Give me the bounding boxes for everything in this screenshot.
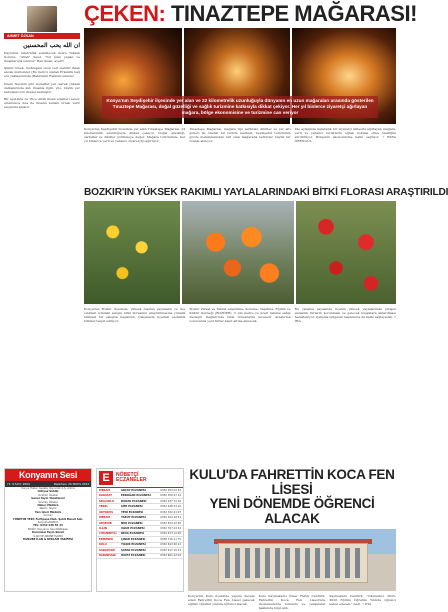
column-paragraph: Şükür örnek, muhteşem onun veri olabilir ihsan ancak muhsinler (Bu iletici) olarak Erkeklik bağ söz yaklaşımında (Bahrimim Rabbini sınırsız. bbox=[4, 66, 80, 79]
pharmacy-title-line: NÖBETÇİ bbox=[116, 471, 139, 478]
cave-article bbox=[84, 1, 417, 177]
imprint-lines bbox=[5, 487, 91, 542]
newspaper-imprint bbox=[4, 468, 92, 592]
imprint-line: YÖNETİM YERİ: Feritpaşa Mah. Şehit Mesut Sok. bbox=[12, 517, 84, 521]
flower-photo bbox=[84, 201, 180, 304]
pharmacy-district: KARATAY bbox=[99, 494, 113, 498]
pharmacy-name: YILDIZ ECZANESİ bbox=[121, 543, 146, 547]
pharmacy-name: ŞAFAK ECZANESİ bbox=[121, 548, 146, 552]
cave-headline bbox=[84, 1, 417, 26]
pharmacy-name: HAYAT ECZANESİ bbox=[121, 554, 146, 558]
pharmacy-header bbox=[97, 469, 183, 488]
imprint-line: Haber Müdürü bbox=[37, 504, 59, 508]
columnist-section bbox=[4, 6, 80, 460]
column-title: ان الله يحب المحسنين bbox=[23, 42, 80, 49]
pharmacy-name: YAKUT ECZANESİ bbox=[121, 516, 146, 520]
school-building bbox=[218, 543, 368, 583]
pharmacy-district: TEKEL bbox=[99, 505, 108, 509]
flora-body bbox=[84, 307, 396, 353]
article-column: Konya'nın Kulu ilçesinde yapımı devam eden Fahrettin Koca Fen Lisesi gelecek eğitim öğretim yılında öğrenci alacak. bbox=[188, 594, 255, 607]
pharmacy-district: MERAM bbox=[99, 488, 110, 492]
pharmacy-district: ERMENEK bbox=[99, 537, 114, 541]
pharmacy-district: AKYOKUŞ bbox=[99, 510, 113, 514]
pharmacy-district: SARAYÖNÜ bbox=[99, 548, 115, 552]
article-column: Bozkır Ziraat ve Tabiat Araştırma, Koruma, Yaşatma, Eğitim ve Kültür Derneği (BOZDER), 5 bin metre ve üzeri rakıma sahip Dedegöl Dağları'nda bitki örneklerini inceledi. Araştırma sonucunda yeni türler kayıt altına alınacak. bbox=[189, 307, 291, 324]
article-column: Yaz aylarında kalabalık bir ziyaretçi kitlesini ağırlayan mağara, yerli ve yabancı turistlerin uğrak noktası olma özelliğini sürdürüyor. Bölgenin ekonomisine katkı sağlıyor. • ESRA ÖRENGÜL bbox=[294, 127, 396, 144]
pharmacy-district: MERAM bbox=[99, 516, 110, 520]
flora-article bbox=[84, 187, 448, 353]
pharmacy-tel: 0332 767 24 54 bbox=[160, 526, 181, 530]
pharmacy-name: AKÇAY ECZANESİ bbox=[121, 488, 146, 492]
article-column: Konya'nın Bozkır ilçesinde, yüksek rakımlı yaylaların ve ilçe sınırları içindeki zengin bitki florasının araştırılmasına yönelik bilimsel bir çalışma başlatıldı. Çalışmada ilçedeki endemik bitkiler tespit ediliyor. bbox=[84, 307, 186, 324]
article-column: Kulu Kaymakamı Ömer Faruk Cantürk, Fahrettin Koca Fen Lisesi'nde incelemelerde bulundu ve çalışmalar hakkında bilgi aldı. bbox=[258, 594, 326, 611]
cave-photos bbox=[84, 28, 396, 124]
flower-photo bbox=[296, 201, 396, 304]
school-article bbox=[188, 468, 396, 612]
author-name: AHMET ÖZKAN bbox=[4, 33, 80, 39]
imprint-line: Genel Yayın Yönetmeni bbox=[31, 497, 65, 501]
imprint-line: Ali Kılıç bbox=[43, 514, 53, 518]
pharmacy-name: ÇINAR ECZANESİ bbox=[121, 537, 146, 541]
pharmacy-tel: 0332 324 18 31 bbox=[160, 516, 181, 520]
imprint-line: Kurumsal Yayın Süreli bbox=[32, 531, 64, 535]
pharmacy-tel: 0332 673 12 08 bbox=[160, 532, 181, 536]
pharmacy-name: NUR ECZANESİ bbox=[121, 521, 143, 525]
school-headline-line: YENİ DÖNEMDE ÖĞRENCİ ALACAK bbox=[209, 496, 375, 526]
school-photo bbox=[188, 529, 396, 591]
article-column: Bu çalışma sayesinde ilçenin yüksek yaylalarında yetişen endemik türlerin korunması ve gelecek kuşaklara aktarılması hedefleniyor. Çalışma bölgenin tanıtımına da katkı sağlayacak. • İHA bbox=[294, 307, 396, 324]
pharmacy-tel: 0332 617 10 33 bbox=[160, 548, 181, 552]
flora-headline: BOZKIR'IN YÜKSEK RAKIMLI YAYLALARINDAKİ BİTKİ FLORASI ARAŞTIRILDI bbox=[84, 187, 448, 198]
pharmacy-logo: E bbox=[99, 471, 113, 485]
pharmacy-district: SELÇUKLU bbox=[99, 499, 114, 503]
imprint-line: Nesrin Akyüz bbox=[39, 507, 57, 511]
pharmacy-title bbox=[116, 473, 147, 484]
headline-red-part: ÇEKEN: bbox=[84, 1, 171, 26]
pharmacy-tel: 0338 716 11 75 bbox=[160, 537, 181, 541]
pharmacy-tel: 0332 661 22 04 bbox=[160, 554, 181, 558]
cave-caption: Konya'nın Seydişehir ilçesinde yer alan ve 22 kilometrelik uzunluğuyla dünyanın en uzun mağaraları arasında gösterilen Tınaztepe Mağarası, doğal güzelliği ve sağlık turizmine katkısıyla dikkat çekiyor. Her yıl binlerce ziyaretçi ağırlayan mağara, bölge ekonomisine ve turizmine can veriyor bbox=[102, 96, 378, 118]
imprint-line: Yazı İşleri Müdürü bbox=[34, 510, 62, 514]
flower-photo bbox=[182, 201, 294, 304]
pharmacy-name: ERDOĞAN ECZANESİ bbox=[121, 494, 151, 498]
pharmacy-name: DEVA ECZANESİ bbox=[121, 532, 145, 536]
imprint-line: TEL: 0332 238 55 44 bbox=[33, 524, 63, 528]
pharmacy-district: CİHANBEYLİ bbox=[99, 532, 117, 536]
pharmacy-tel: 0332 248 33 10 bbox=[160, 505, 181, 509]
column-paragraph: Kaybımız Allah'ülük edebilecek üzere Yüksek Sorunu, "Allah" Sevd. "Sır işler yapan ve ihsanlarıyla sınırsız" Ben ihsan, ayeti!! bbox=[4, 51, 80, 64]
newspaper-masthead: Konyanın Sesi bbox=[5, 469, 91, 481]
pharmacy-tel: 0332 613 40 22 bbox=[160, 543, 181, 547]
author-photo bbox=[27, 6, 57, 32]
imprint-line: İLAN VE ABONE İŞLERİ bbox=[33, 534, 63, 538]
pharmacy-name: ŞİFA ECZANESİ bbox=[121, 505, 143, 509]
pharmacy-name: YENİ ECZANESİ bbox=[121, 510, 144, 514]
imprint-line: İbrahim Özakal bbox=[38, 493, 58, 497]
school-headline-line: KULU'DA FAHRETTİN KOCA FEN LİSESİ bbox=[189, 467, 395, 497]
imprint-line: Sevilay Özakal bbox=[38, 500, 58, 504]
pharmacy-district: KULU bbox=[99, 543, 107, 547]
cave-body bbox=[84, 127, 396, 177]
headline-dark-part: TINAZTEPE MAĞARASI! bbox=[170, 1, 417, 26]
pharmacy-row bbox=[97, 554, 183, 559]
pharmacy-district: AKŞEHİR bbox=[99, 521, 112, 525]
imprint-line: Selçuklu/KONYA bbox=[37, 521, 59, 525]
imprint-line: MUSUBE İLAN & REKLAM TARİFESİ bbox=[22, 538, 73, 542]
article-column: Konya'nın Seydişehir ilçesinde yer alan Tınaztepe Mağarası, 22 kilometrelik uzunluğuyla dikkat çekiyor. Doğal güzelliği, sarkıtlar ve dikitler görülmeye değer. Mağara turizminde, her yıl binlerce yerli ve yabancı ziyaretçiyi ağırlıyor. bbox=[84, 127, 186, 144]
pharmacy-tel: 0332 353 52 42 bbox=[160, 488, 181, 492]
pharmacy-district: ILGIN bbox=[99, 526, 107, 530]
flower-photos bbox=[84, 201, 396, 304]
imprint-line: İmtiyaz Sahibi bbox=[37, 490, 59, 494]
pharmacy-tel: 0332 237 72 16 bbox=[160, 499, 181, 503]
column-paragraph: Bir ayetinde de Yüce Allah ihsan edenleri sever, umarsızca dua ile ihsanlı kulları örnek verir sevgisini anlatır. bbox=[4, 96, 80, 110]
issue-number: Yıl: 9 SAYI: 2664 bbox=[7, 482, 30, 486]
pharmacy-name: UĞUR ECZANESİ bbox=[121, 526, 145, 530]
pharmacy-tel: 0332 813 22 90 bbox=[160, 521, 181, 525]
school-headline bbox=[188, 468, 396, 526]
article-column: Kaymakam Cantürk, "Okulumuz 2025-2026 Eğitim Öğretim Yılında öğrenci kabul edecek." dedi. • İHA bbox=[329, 594, 397, 607]
pharmacy-box bbox=[96, 468, 184, 592]
imprint-line: BASKI: Konyanın Sesi Matbaası bbox=[27, 527, 68, 531]
pharmacy-list bbox=[97, 488, 183, 559]
pharmacy-tel: 0332 322 41 07 bbox=[160, 510, 181, 514]
pharmacy-name: DURAK ECZANESİ bbox=[121, 499, 147, 503]
pharmacy-title-line: ECZANELER bbox=[116, 477, 147, 483]
issue-date: Pazartesi, 24 MAYIS 2024 bbox=[53, 482, 89, 486]
article-column: Tınaztepe Mağarası, mağara tipi sarkıtlar, dikitler ve yer altı gölleri ile önemli bir turizm merkezi. Seydişehir turizminin gözde mekânlarından biri olan mağarada tedbirler büyük bir özenle alınıyor. bbox=[189, 127, 291, 144]
imprint-line: Konya Haber Gazete Yayıncılık A.Ş. Adına bbox=[21, 487, 75, 490]
pharmacy-district: KADINHANI bbox=[99, 554, 116, 558]
pharmacy-tel: 0332 350 47 12 bbox=[160, 494, 181, 498]
column-paragraph: İmam Nevinin gibi muzaffer yer olarak yüksek dalkanırında kul; ihsanla ilgili, yüz, büyük yer kabulleni için ibadet kalmıştır. bbox=[4, 81, 80, 94]
school-body bbox=[188, 594, 396, 612]
